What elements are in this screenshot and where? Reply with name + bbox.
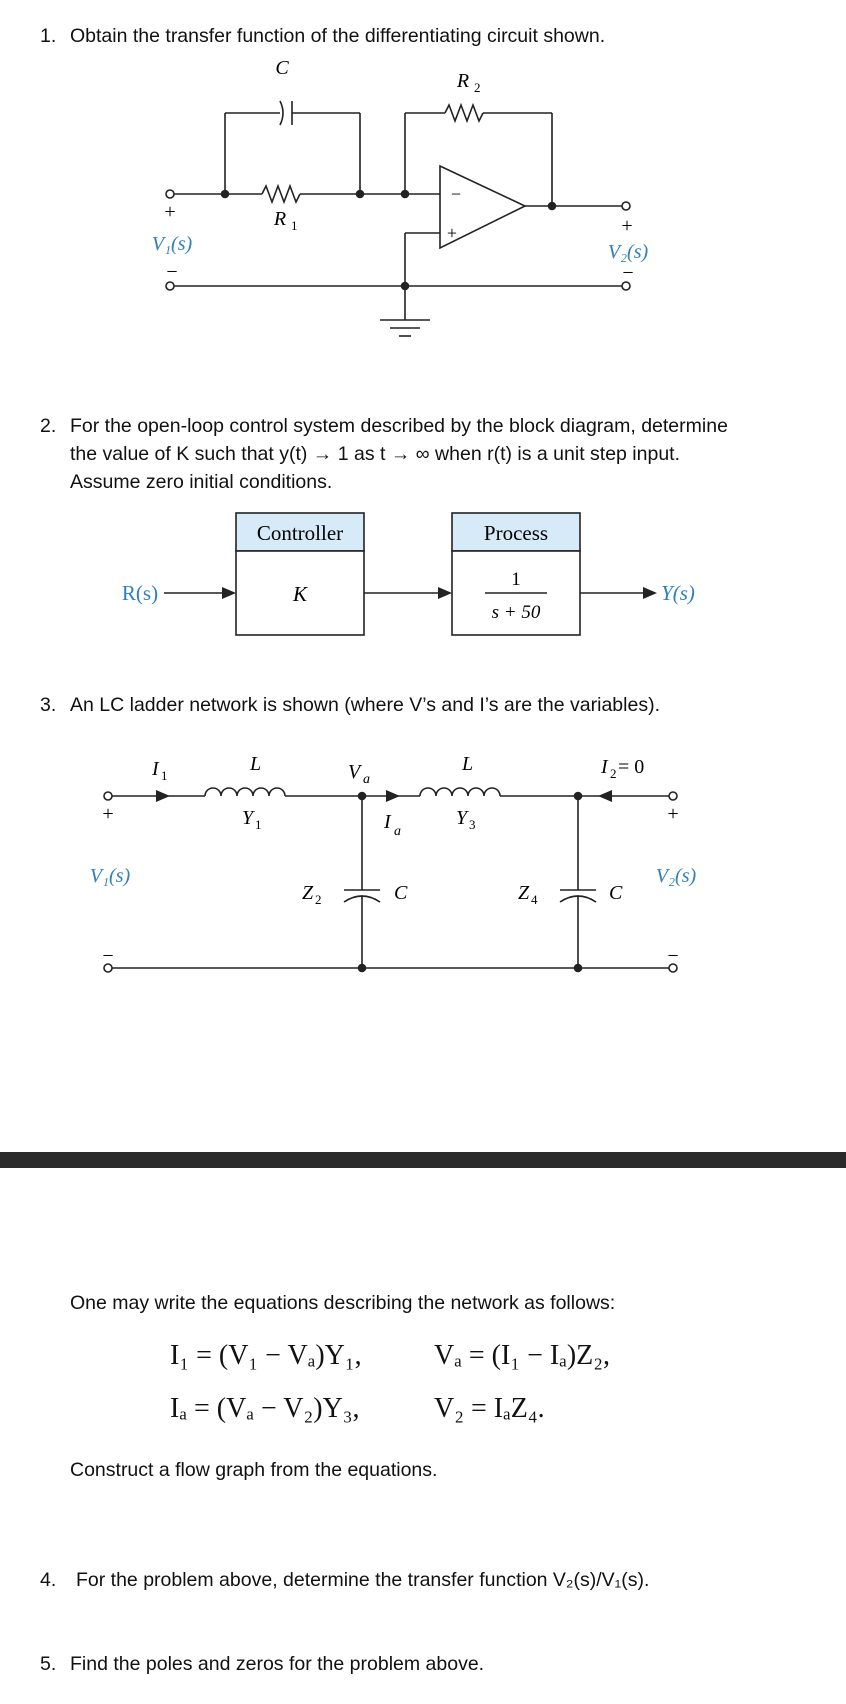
current-i2-sub: 2 [610, 766, 617, 781]
output-plus: + [667, 803, 679, 825]
resistor-r1-sub: 1 [291, 218, 298, 233]
question-1 [0, 22, 846, 52]
process-numerator: 1 [511, 569, 521, 590]
admittance-y3-label: Y [456, 807, 468, 829]
input-plus: + [102, 803, 114, 825]
question-text: Find the poles and zeros for the problem above. [70, 1653, 485, 1675]
current-i1-sub: 1 [161, 768, 168, 783]
block-diagram [0, 505, 846, 665]
output-minus: − [622, 262, 634, 284]
equation-ia: Iₐ = (Vₐ − V₂)Y₃, [170, 1393, 360, 1424]
equations-intro: One may write the equations describing the network as follows: [70, 1292, 616, 1314]
controller-title: Controller [256, 521, 344, 545]
current-i1-label: I [152, 758, 159, 780]
controller-gain: K [292, 582, 308, 606]
lc-ladder-network [0, 740, 846, 980]
current-i2-value: = 0 [618, 756, 645, 778]
question-number: 2. [40, 415, 57, 437]
equation-v2: V₂ = IₐZ₄. [434, 1393, 545, 1424]
question-text: Obtain the transfer function of the differentiating circuit shown. [70, 25, 606, 47]
question-number: 5. [40, 1653, 57, 1675]
current-ia-label: I [384, 811, 391, 833]
question-number: 4. [40, 1569, 57, 1591]
output-minus: − [667, 945, 679, 967]
current-i2-label: I [601, 756, 608, 778]
inductor-2-label: L [462, 753, 474, 775]
output-plus: + [621, 215, 633, 237]
input-voltage-label: V₁(s) [89, 865, 131, 887]
opamp-plus: + [446, 223, 458, 243]
opamp-minus: − [450, 184, 462, 204]
input-minus: − [102, 945, 114, 967]
node-va-label: V [348, 761, 361, 783]
question-text: For the problem above, determine the transfer function V₂(s)/V₁(s). [76, 1569, 650, 1591]
question-number: 3. [40, 694, 57, 716]
equation-va: Vₐ = (I₁ − Iₐ)Z₂, [434, 1340, 611, 1371]
current-ia-sub: a [394, 824, 401, 839]
section-divider [0, 1152, 846, 1168]
question-text: An LC ladder network is shown (where V’s and I’s are the variables). [70, 694, 660, 716]
construct-instruction: Construct a flow graph from the equations. [70, 1459, 438, 1481]
input-signal-label: R(s) [121, 581, 159, 605]
admittance-y1-sub: 1 [255, 817, 262, 832]
input-plus: + [164, 201, 176, 223]
question-text-line-1: For the open-loop control system described by the block diagram, determine [70, 415, 728, 437]
input-minus: − [166, 261, 178, 283]
impedance-z2-sub: 2 [315, 892, 322, 907]
question-2 [0, 412, 846, 498]
admittance-y3-sub: 3 [469, 817, 476, 832]
question-number: 1. [40, 25, 57, 47]
question-text-line-2: the value of K such that y(t) → 1 as t → ∞ when r(t) is a unit step input. [70, 443, 681, 465]
output-voltage-label: V₂(s) [655, 865, 697, 887]
impedance-z2-label: Z [302, 882, 314, 904]
process-title: Process [483, 521, 549, 545]
question-4 [0, 1566, 846, 1596]
resistor-r1-label: R [273, 208, 287, 230]
inductor-1-label: L [250, 753, 262, 775]
resistor-r2-label: R [456, 70, 470, 92]
capacitor-2-label: C [609, 882, 623, 904]
impedance-z4-label: Z [518, 882, 530, 904]
process-denominator: s + 50 [491, 602, 541, 623]
impedance-z4-sub: 4 [531, 892, 538, 907]
output-voltage-label: V₂(s) [607, 241, 649, 263]
question-5 [0, 1650, 846, 1680]
question-3 [0, 691, 846, 721]
admittance-y1-label: Y [242, 807, 254, 829]
resistor-r2-sub: 2 [474, 80, 481, 95]
capacitor-label: C [275, 57, 289, 79]
equation-i1: I₁ = (V₁ − Vₐ)Y₁, [170, 1340, 362, 1371]
node-va-sub: a [363, 772, 370, 787]
differentiator-circuit [0, 50, 846, 350]
output-signal-label: Y(s) [661, 581, 695, 605]
question-text-line-3: Assume zero initial conditions. [70, 471, 333, 493]
capacitor-1-label: C [394, 882, 408, 904]
input-voltage-label: V₁(s) [151, 233, 193, 255]
